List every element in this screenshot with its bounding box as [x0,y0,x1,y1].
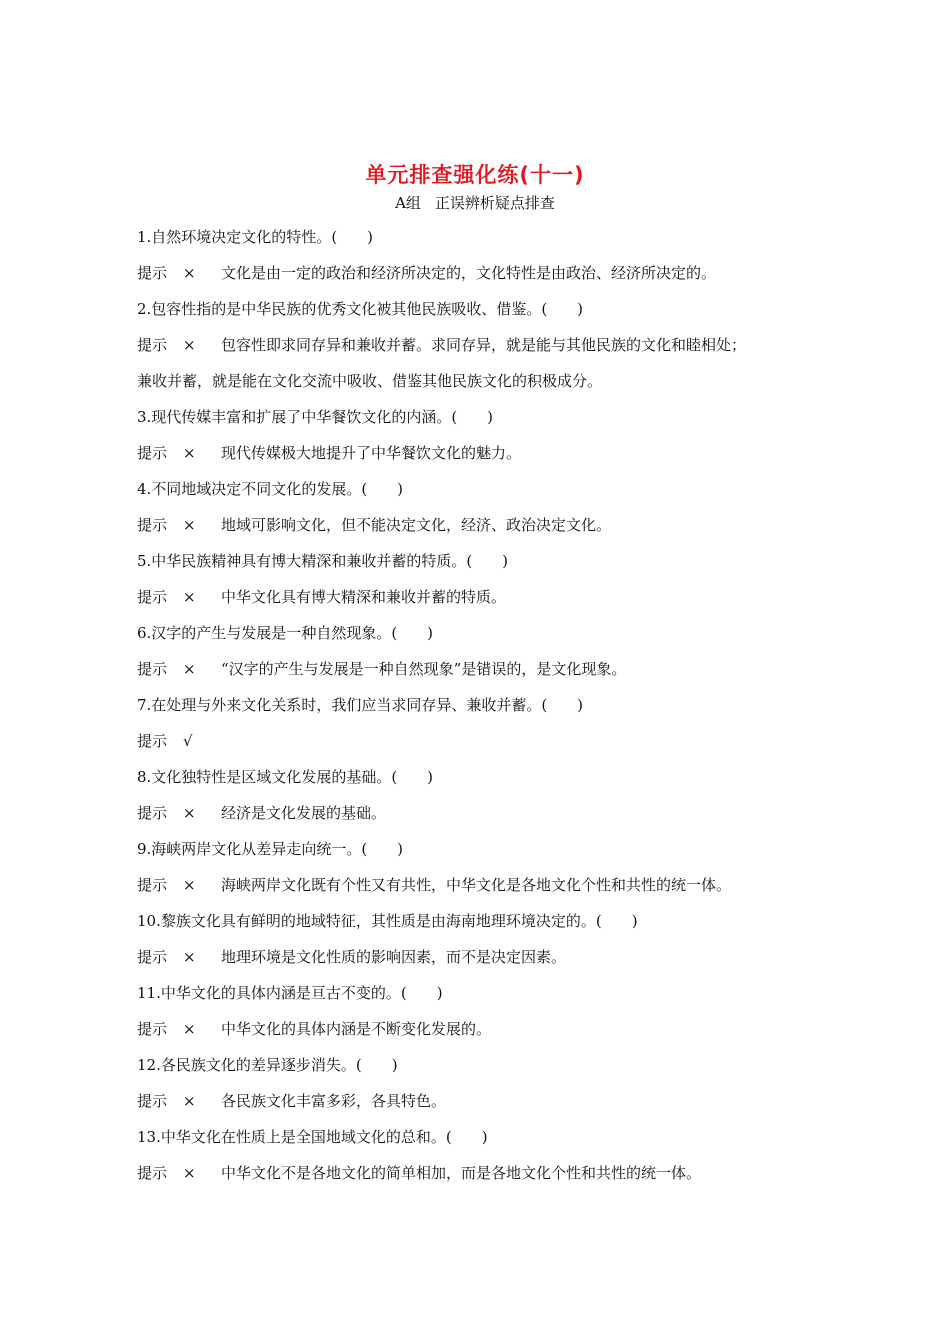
hint-label: 提示 [137,444,168,462]
wrong-mark: × [183,588,196,606]
hint-label: 提示 [137,264,168,282]
hint-text: 地域可影响文化，但不能决定文化，经济、政治决定文化。 [221,516,612,534]
hint-label: 提示 [137,876,168,894]
hint-label: 提示 [137,660,168,678]
hint-10 [137,946,827,968]
wrong-mark: × [183,444,196,462]
wrong-mark: × [183,1164,196,1182]
hint-text: 中华文化不是各地文化的简单相加，而是各地文化个性和共性的统一体。 [221,1164,702,1182]
hint-text: 现代传媒极大地提升了中华餐饮文化的魅力。 [221,444,522,462]
hint-4 [137,514,827,536]
question-4: 4.不同地域决定不同文化的发展。( ) [137,480,404,498]
hint-text: 中华文化具有博大精深和兼收并蓄的特质。 [221,588,507,606]
hint-label: 提示 [137,732,168,750]
question-list [137,226,827,1198]
question-2: 2.包容性指的是中华民族的优秀文化被其他民族吸收、借鉴。( ) [137,300,584,318]
wrong-mark: × [183,948,196,966]
hint-text: 各民族文化丰富多彩，各具特色。 [221,1092,447,1110]
hint-label: 提示 [137,1092,168,1110]
section-name: 正误辨析疑点排查 [434,194,555,212]
hint-12 [137,1090,827,1112]
hint-8 [137,802,827,824]
wrong-mark: × [183,1092,196,1110]
hint-label: 提示 [137,1020,168,1038]
question-10: 10.黎族文化具有鲜明的地域特征，其性质是由海南地理环境决定的。( ) [137,912,638,930]
hint-label: 提示 [137,948,168,966]
wrong-mark: × [183,804,196,822]
hint-text: 中华文化的具体内涵是不断变化发展的。 [221,1020,492,1038]
hint-2 [137,334,827,356]
page-title: 单元排查强化练(十一) [365,163,585,187]
hint-13 [137,1162,827,1184]
question-13: 13.中华文化在性质上是全国地域文化的总和。( ) [137,1128,488,1146]
wrong-mark: × [183,1020,196,1038]
group-label: A组 [395,194,421,212]
hint-text: 经济是文化发展的基础。 [221,804,387,822]
correct-mark: √ [183,732,193,750]
hint-text: 文化是由一定的政治和经济所决定的，文化特性是由政治、经济所决定的。 [221,264,717,282]
hint-label: 提示 [137,588,168,606]
question-11: 11.中华文化的具体内涵是亘古不变的。( ) [137,984,443,1002]
hint-3 [137,442,827,464]
question-7: 7.在处理与外来文化关系时，我们应当求同存异、兼收并蓄。( ) [137,696,584,714]
question-5: 5.中华民族精神具有博大精深和兼收并蓄的特质。( ) [137,552,509,570]
wrong-mark: × [183,336,196,354]
hint-label: 提示 [137,516,168,534]
hint-11 [137,1018,827,1040]
hint-5 [137,586,827,608]
hint-text: 包容性即求同存异和兼收并蓄。求同存异，就是能与其他民族的文化和睦相处； [221,336,747,354]
hint-label: 提示 [137,336,168,354]
hint-label: 提示 [137,1164,168,1182]
hint-6 [137,658,827,680]
hint-text: “汉字的产生与发展是一种自然现象”是错误的，是文化现象。 [221,660,627,678]
hint-1 [137,262,827,284]
hint-2-continued: 兼收并蓄，就是能在文化交流中吸收、借鉴其他民族文化的积极成分。 [137,372,603,390]
question-9: 9.海峡两岸文化从差异走向统一。( ) [137,840,404,858]
question-1: 1.自然环境决定文化的特性。( ) [137,228,374,246]
hint-label: 提示 [137,804,168,822]
question-12: 12.各民族文化的差异逐步消失。( ) [137,1056,398,1074]
question-8: 8.文化独特性是区域文化发展的基础。( ) [137,768,434,786]
wrong-mark: × [183,516,196,534]
wrong-mark: × [183,264,196,282]
hint-9 [137,874,827,896]
wrong-mark: × [183,876,196,894]
hint-7 [137,730,827,752]
question-3: 3.现代传媒丰富和扩展了中华餐饮文化的内涵。( ) [137,408,494,426]
wrong-mark: × [183,660,196,678]
question-6: 6.汉字的产生与发展是一种自然现象。( ) [137,624,434,642]
section-subtitle [0,192,950,214]
hint-text: 地理环境是文化性质的影响因素，而不是决定因素。 [221,948,567,966]
hint-text: 海峡两岸文化既有个性又有共性，中华文化是各地文化个性和共性的统一体。 [221,876,732,894]
